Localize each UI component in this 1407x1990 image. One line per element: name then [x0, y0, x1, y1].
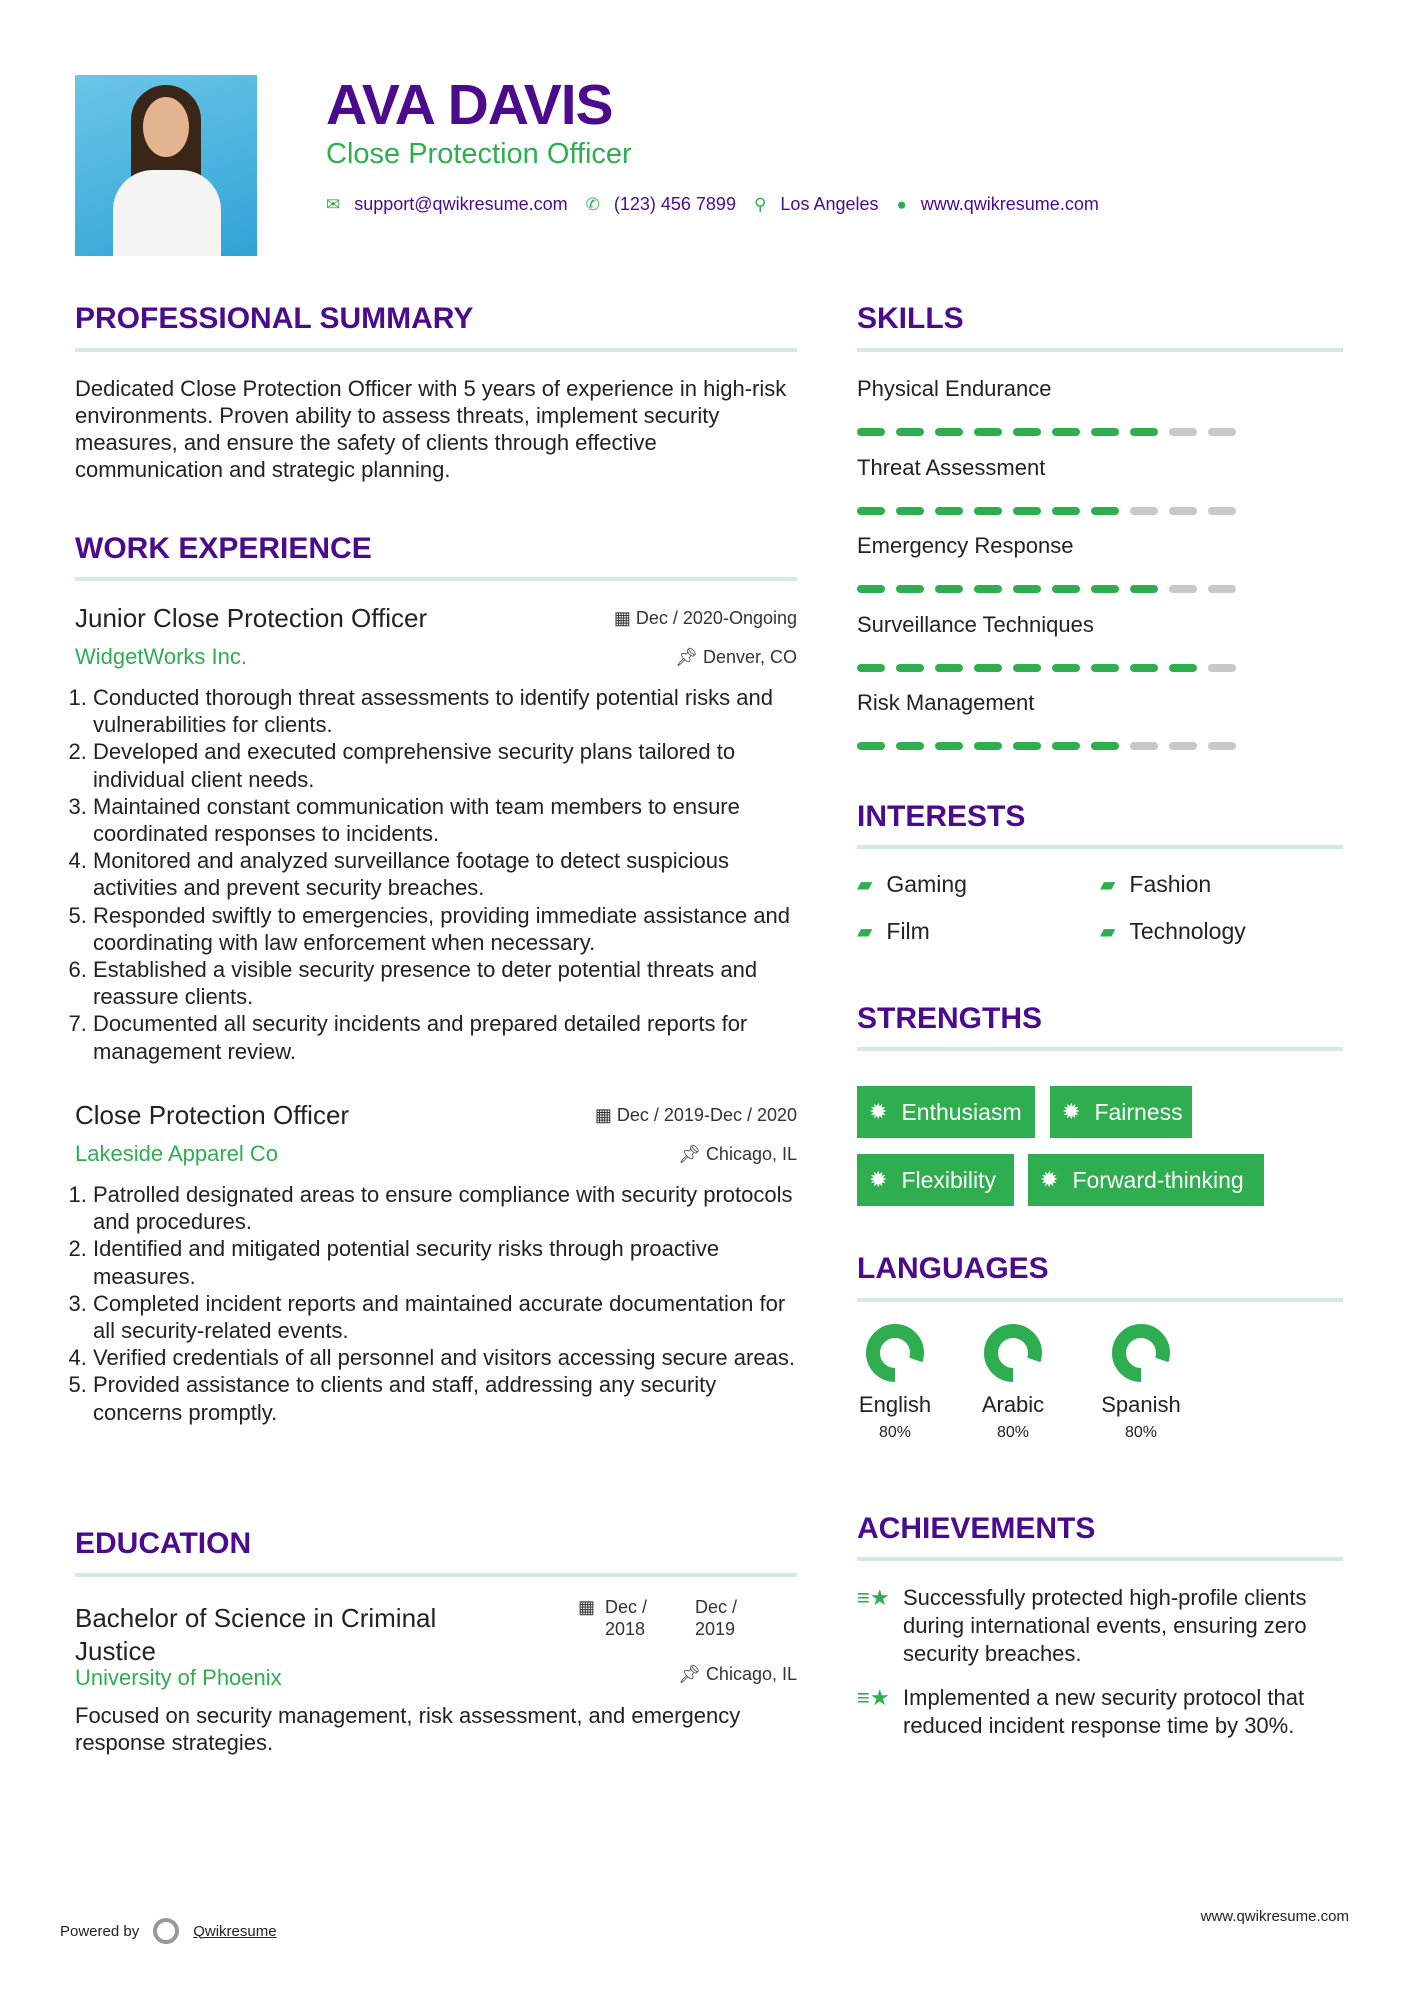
skill-dash — [1052, 585, 1080, 593]
skill-dash — [1208, 585, 1236, 593]
skill-name: Emergency Response — [857, 533, 1074, 558]
list-item: 2. Developed and executed comprehensive security plans tailored to individual client needs. — [93, 738, 797, 792]
footer-site[interactable]: www.qwikresume.com — [1200, 1908, 1349, 1925]
skill-level-bar — [857, 428, 1343, 436]
calendar-icon: ▦ — [594, 1105, 617, 1125]
achievement-item — [857, 1584, 1347, 1668]
job-duties — [75, 1181, 797, 1426]
pin-icon: 📌︎ — [678, 1143, 706, 1164]
interest-item — [1100, 871, 1211, 898]
language-name: English — [858, 1392, 932, 1417]
summary-heading: PROFESSIONAL SUMMARY — [75, 302, 474, 335]
skill-dash — [896, 664, 924, 672]
skill-item — [857, 533, 1343, 612]
skill-level-bar — [857, 585, 1343, 593]
book-icon: ▰ — [857, 921, 873, 943]
skill-dash — [974, 428, 1002, 436]
skill-dash — [1052, 507, 1080, 515]
map-pin-icon: ⚲ — [753, 194, 767, 214]
school-name: University of Phoenix — [75, 1665, 282, 1690]
skill-dash — [974, 664, 1002, 672]
start-date: Dec / 2018 — [605, 1597, 648, 1639]
job-date: Dec / 2019-Dec / 2020 — [616, 1105, 797, 1125]
interest-label: Film — [886, 918, 930, 944]
skill-level-bar — [857, 742, 1343, 750]
experience-heading: WORK EXPERIENCE — [75, 532, 372, 565]
divider — [75, 1573, 797, 1577]
skill-dash — [1208, 742, 1236, 750]
strength-badge — [1050, 1086, 1192, 1138]
list-item: 1. Conducted thorough threat assessments to identify potential risks and vulnerabilities for clients. — [93, 684, 797, 738]
envelope-icon: ✉ — [326, 194, 341, 214]
skill-dash — [935, 664, 963, 672]
location-text: Los Angeles — [780, 194, 879, 214]
contact-bar — [326, 194, 1117, 215]
skill-dash — [857, 507, 885, 515]
language-percent: 80% — [996, 1424, 1030, 1441]
list-item: 5. Provided assistance to clients and staff, addressing any security concerns promptly. — [93, 1371, 797, 1425]
job-duties — [75, 684, 797, 1065]
list-item: 6. Established a visible security presence to deter potential threats and reassure clients. — [93, 956, 797, 1010]
job-title: Junior Close Protection Officer — [75, 603, 428, 633]
interest-item — [857, 918, 930, 945]
achievement-item — [857, 1684, 1347, 1740]
skill-dash — [1052, 428, 1080, 436]
powered-by-text: Powered by — [60, 1922, 140, 1940]
skill-dash — [1208, 428, 1236, 436]
list-item: 5. Responded swiftly to emergencies, providing immediate assistance and coordinating with law enforcement when necessary. — [93, 902, 797, 956]
list-item: 3. Maintained constant communication with team members to ensure coordinated responses to incidents. — [93, 793, 797, 847]
degree-title: Bachelor of Science in Criminal Justice — [75, 1603, 437, 1666]
skill-dash — [935, 742, 963, 750]
skill-dash — [974, 742, 1002, 750]
job-location: Chicago, IL — [705, 1143, 797, 1164]
divider — [857, 845, 1343, 849]
job-location: Denver, CO — [702, 646, 797, 667]
strength-label: Flexibility — [901, 1166, 997, 1193]
language-name: Spanish — [1101, 1392, 1181, 1417]
badge-icon: ✹ — [869, 1099, 888, 1124]
language-item — [845, 1322, 945, 1442]
qwikresume-logo-icon — [153, 1918, 179, 1944]
job-entry — [75, 603, 797, 1065]
skill-dash — [1091, 742, 1119, 750]
skill-item — [857, 455, 1343, 534]
interest-item — [857, 871, 967, 898]
phone-text: (123) 456 7899 — [613, 194, 736, 214]
company-name: WidgetWorks Inc. — [75, 644, 247, 669]
skill-dash — [896, 507, 924, 515]
skill-dash — [857, 664, 885, 672]
skill-dash — [857, 585, 885, 593]
divider — [857, 348, 1343, 352]
skills-list — [857, 376, 1343, 769]
summary-text: Dedicated Close Protection Officer with 5 years of experience in high-risk environments. Proven ability to assess threats, implement security measures, and ensure the safety of clients through effective communication and strategic planning. — [75, 376, 787, 482]
job-title: Close Protection Officer — [75, 1100, 350, 1130]
skill-level-bar — [857, 664, 1343, 672]
skill-dash — [1169, 664, 1197, 672]
strengths-heading: STRENGTHS — [857, 1002, 1043, 1035]
list-item: 1. Patrolled designated areas to ensure compliance with security protocols and procedures. — [93, 1181, 797, 1235]
book-icon: ▰ — [1100, 921, 1116, 943]
job-date: Dec / 2020-Ongoing — [635, 608, 797, 628]
skill-dash — [1169, 585, 1197, 593]
achievement-text: Implemented a new security protocol that reduced incident response time by 30%. — [903, 1685, 1305, 1738]
badge-icon: ✹ — [1040, 1167, 1059, 1192]
skill-dash — [1130, 428, 1158, 436]
skill-name: Physical Endurance — [857, 376, 1052, 401]
skill-dash — [1091, 507, 1119, 515]
skill-dash — [1130, 664, 1158, 672]
skill-dash — [1130, 742, 1158, 750]
skill-dash — [857, 742, 885, 750]
skill-dash — [1208, 664, 1236, 672]
language-item — [963, 1322, 1063, 1442]
skill-dash — [1169, 742, 1197, 750]
language-ring — [982, 1322, 1044, 1384]
skill-dash — [1091, 585, 1119, 593]
list-item: 7. Documented all security incidents and prepared detailed reports for management review. — [93, 1010, 797, 1064]
skill-dash — [1013, 742, 1041, 750]
calendar-icon: ▦ — [613, 608, 636, 628]
skill-dash — [1052, 664, 1080, 672]
strength-badge — [857, 1086, 1035, 1138]
school-location: Chicago, IL — [705, 1664, 797, 1684]
interest-label: Technology — [1129, 918, 1246, 944]
skill-dash — [1013, 507, 1041, 515]
website-link[interactable]: www.qwikresume.com — [920, 194, 1099, 214]
email-link[interactable]: support@qwikresume.com — [354, 194, 568, 214]
badge-icon: ✹ — [1062, 1099, 1081, 1124]
language-name: Arabic — [981, 1392, 1045, 1417]
languages-heading: LANGUAGES — [857, 1252, 1049, 1285]
skill-dash — [1169, 507, 1197, 515]
education-heading: EDUCATION — [75, 1527, 252, 1560]
globe-icon: ● — [896, 194, 907, 214]
book-icon: ▰ — [857, 874, 873, 896]
skill-dash — [1130, 585, 1158, 593]
language-ring — [1110, 1322, 1172, 1384]
skill-item — [857, 376, 1343, 455]
interest-item — [1100, 918, 1246, 945]
star-icon: ≡★ — [857, 1585, 890, 1610]
skill-dash — [974, 585, 1002, 593]
book-icon: ▰ — [1100, 874, 1116, 896]
skill-dash — [935, 507, 963, 515]
job-entry — [75, 1100, 797, 1426]
divider — [75, 348, 797, 352]
phone-icon: ✆ — [585, 194, 600, 214]
skill-dash — [1169, 428, 1197, 436]
skill-dash — [1091, 664, 1119, 672]
skill-dash — [1013, 585, 1041, 593]
interest-label: Fashion — [1129, 871, 1212, 897]
language-percent: 80% — [878, 1424, 912, 1441]
pin-icon: 📌︎ — [678, 1664, 706, 1684]
divider — [75, 577, 797, 581]
divider — [857, 1047, 1343, 1051]
divider — [857, 1557, 1343, 1561]
calendar-icon: ▦ — [578, 1597, 596, 1617]
school-location-wrap — [678, 1664, 797, 1685]
candidate-title: Close Protection Officer — [326, 138, 632, 170]
language-ring — [864, 1322, 926, 1384]
skill-dash — [1130, 507, 1158, 515]
brand-link[interactable]: Qwikresume — [193, 1922, 277, 1940]
star-icon: ≡★ — [857, 1685, 890, 1710]
skill-name: Surveillance Techniques — [857, 611, 1094, 637]
skill-dash — [1052, 742, 1080, 750]
skill-dash — [974, 507, 1002, 515]
profile-photo — [75, 75, 257, 256]
footer-left — [60, 1918, 277, 1944]
skill-dash — [935, 428, 963, 436]
strength-badge — [857, 1154, 1014, 1206]
skill-dash — [1091, 428, 1119, 436]
list-item: 4. Verified credentials of all personnel and visitors accessing secure areas. — [93, 1344, 797, 1371]
achievements-heading: ACHIEVEMENTS — [857, 1512, 1096, 1545]
achievement-text: Successfully protected high-profile clients during international events, ensuring zero security breaches. — [903, 1585, 1307, 1666]
skill-dash — [1013, 664, 1041, 672]
skill-name: Risk Management — [857, 690, 1035, 715]
pin-icon: 📌︎ — [675, 646, 703, 667]
language-percent: 80% — [1124, 1424, 1158, 1441]
education-text: Focused on security management, risk assessment, and emergency response strategies. — [75, 1703, 741, 1755]
skill-item — [857, 690, 1343, 769]
candidate-name: AVA DAVIS — [326, 73, 613, 137]
list-item: 3. Completed incident reports and maintained accurate documentation for all security-related events. — [93, 1290, 797, 1344]
skills-heading: SKILLS — [857, 302, 964, 335]
end-date: Dec / 2019 — [695, 1597, 738, 1639]
skill-dash — [896, 742, 924, 750]
list-item: 2. Identified and mitigated potential security risks through proactive measures. — [93, 1235, 797, 1289]
list-item: 4. Monitored and analyzed surveillance footage to detect suspicious activities and prevent security breaches. — [93, 847, 797, 901]
skill-dash — [1208, 507, 1236, 515]
skill-dash — [1013, 428, 1041, 436]
skill-level-bar — [857, 507, 1343, 515]
divider — [857, 1298, 1343, 1302]
badge-icon: ✹ — [869, 1167, 888, 1192]
education-dates — [578, 1596, 755, 1640]
skill-item — [857, 612, 1343, 691]
strength-label: Fairness — [1094, 1098, 1183, 1125]
strength-label: Forward-thinking — [1072, 1166, 1244, 1193]
interests-heading: INTERESTS — [857, 800, 1026, 833]
language-item — [1091, 1322, 1191, 1442]
company-name: Lakeside Apparel Co — [75, 1141, 279, 1166]
skill-dash — [896, 585, 924, 593]
strength-label: Enthusiasm — [901, 1098, 1022, 1125]
skill-dash — [935, 585, 963, 593]
skill-dash — [857, 428, 885, 436]
interest-label: Gaming — [886, 871, 967, 897]
skill-name: Threat Assessment — [857, 454, 1046, 480]
strength-badge — [1028, 1154, 1264, 1206]
skill-dash — [896, 428, 924, 436]
